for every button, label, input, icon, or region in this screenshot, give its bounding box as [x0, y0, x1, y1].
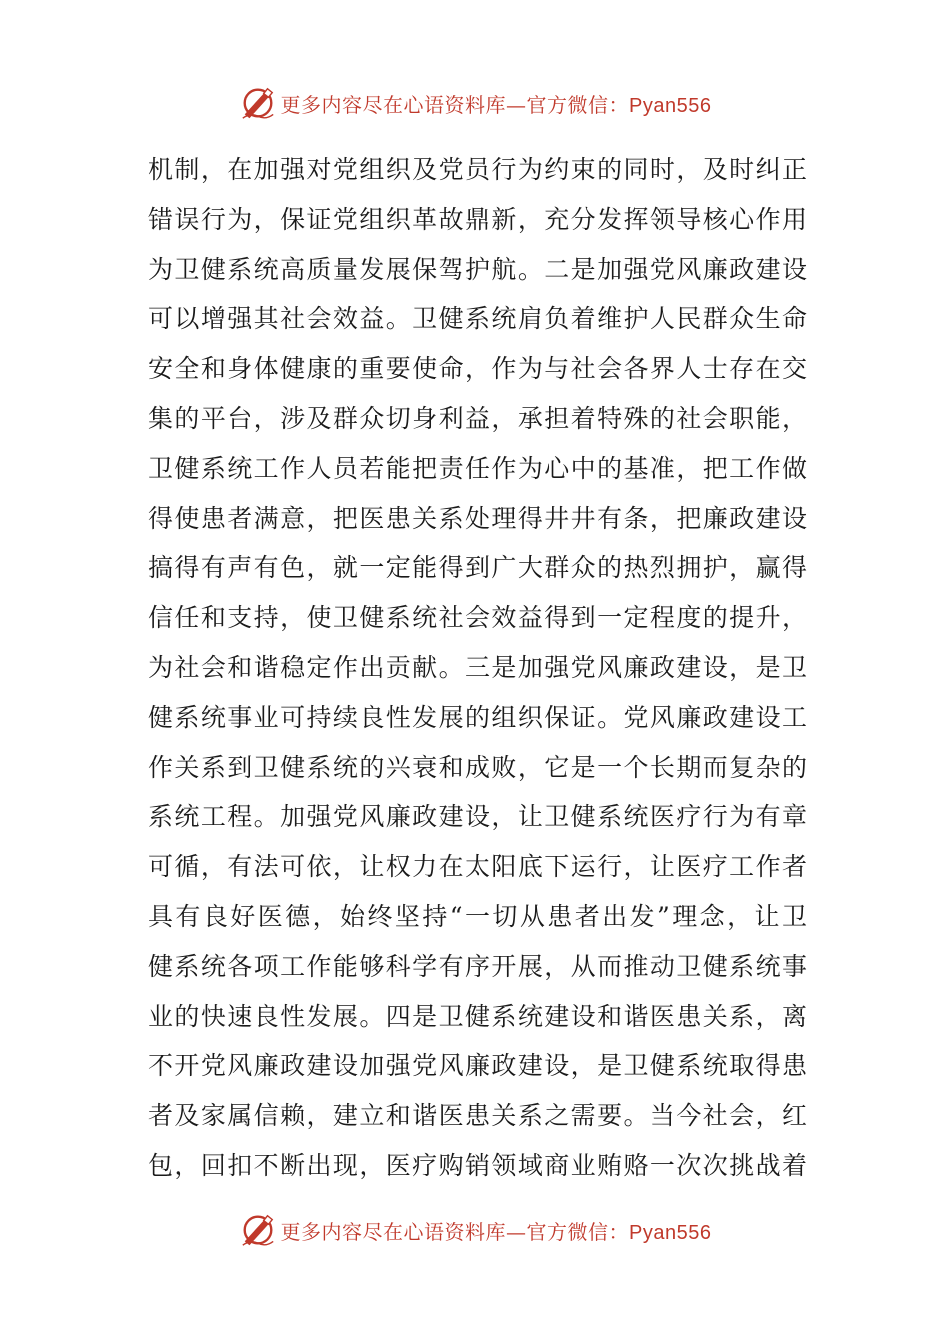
body-text	[148, 145, 808, 1191]
text-line: 信任和支持，使卫健系统社会效益得到一定程度的提升，	[148, 603, 808, 633]
header-banner	[0, 78, 950, 128]
text-line: 作关系到卫健系统的兴衰和成败，它是一个长期而复杂的	[148, 752, 808, 782]
text-line: 卫健系统工作人员若能把责任作为心中的基准，把工作做	[148, 453, 808, 483]
text-line: 包，回扣不断出现，医疗购销领域商业贿赂一次次挑战着	[148, 1150, 808, 1180]
text-line: 者及家属信赖，建立和谐医患关系之需要。当今社会，红	[148, 1101, 808, 1131]
footer-banner-text	[281, 1216, 712, 1245]
pen-circle-logo-icon	[239, 1211, 277, 1249]
text-line: 可以增强其社会效益。卫健系统肩负着维护人民群众生命	[148, 304, 808, 334]
text-line: 健系统事业可持续良性发展的组织保证。党风廉政建设工	[148, 702, 808, 732]
text-line: 错误行为，保证党组织革故鼎新，充分发挥领导核心作用	[148, 204, 808, 234]
text-line: 系统工程。加强党风廉政建设，让卫健系统医疗行为有章	[148, 802, 808, 832]
text-line: 业的快速良性发展。四是卫健系统建设和谐医患关系，离	[148, 1001, 808, 1031]
text-line: 搞得有声有色，就一定能得到广大群众的热烈拥护，赢得	[148, 553, 808, 583]
text-line: 不开党风廉政建设加强党风廉政建设，是卫健系统取得患	[148, 1051, 808, 1081]
text-line: 具有良好医德，始终坚持“一切从患者出发”理念，让卫	[148, 901, 808, 931]
text-line: 可循，有法可依，让权力在太阳底下运行，让医疗工作者	[148, 852, 808, 882]
footer-banner-wechat-id: Pyan556	[629, 1221, 712, 1244]
text-line: 为卫健系统高质量发展保驾护航。二是加强党风廉政建设	[148, 254, 808, 284]
header-banner-text	[281, 89, 712, 118]
text-line: 得使患者满意，把医患关系处理得井井有条，把廉政建设	[148, 503, 808, 533]
text-line: 集的平台，涉及群众切身利益，承担着特殊的社会职能，	[148, 403, 808, 433]
footer-banner	[0, 1205, 950, 1255]
header-banner-label: 更多内容尽在心语资料库—官方微信：	[280, 92, 630, 117]
text-line: 安全和身体健康的重要使命，作为与社会各界人士存在交	[148, 354, 808, 384]
text-line: 为社会和谐稳定作出贡献。三是加强党风廉政建设，是卫	[148, 652, 808, 682]
header-banner-wechat-id: Pyan556	[629, 94, 712, 117]
footer-banner-label: 更多内容尽在心语资料库—官方微信：	[280, 1219, 630, 1244]
text-line: 机制，在加强对党组织及党员行为约束的同时，及时纠正	[148, 155, 808, 184]
pen-circle-logo-icon	[239, 84, 277, 122]
text-line: 健系统各项工作能够科学有序开展，从而推动卫健系统事	[148, 951, 808, 981]
